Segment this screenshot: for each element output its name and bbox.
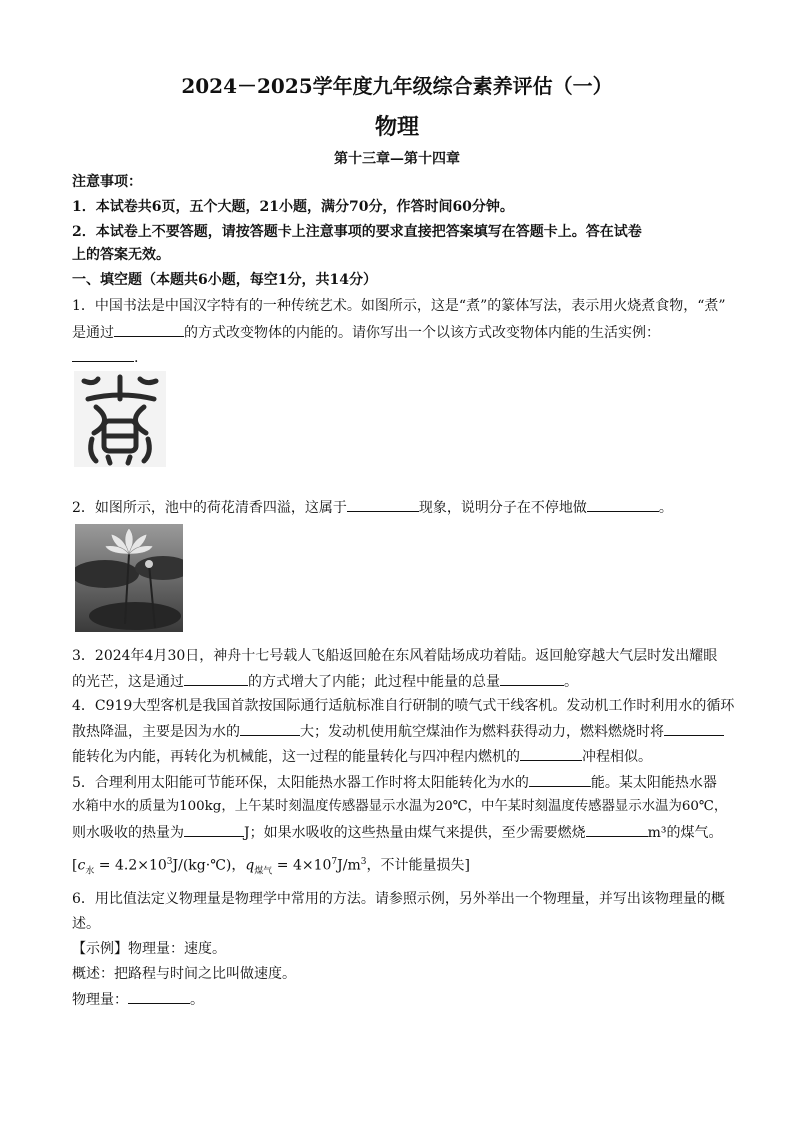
q4-line-2 (72, 721, 724, 742)
q5-unit: J/(kg·℃)， (172, 857, 246, 874)
q3-blank-1[interactable] (184, 671, 248, 686)
q1-text: . (134, 350, 139, 366)
q1-blank-2[interactable] (72, 347, 134, 362)
q4-blank-3[interactable] (520, 746, 582, 761)
q5-subscript: 煤气 (254, 866, 273, 877)
q6-line-2: 述。 (72, 916, 100, 932)
q5-text: 则水吸收的热量为 (72, 825, 184, 841)
chapter-range: 第十三章—第十四章 (334, 151, 460, 167)
q5-exponent: 3 (166, 857, 173, 867)
q1-text: 的方式改变物体的内能的。请你写出一个以该方式改变物体内能的生活实例： (184, 325, 660, 341)
note-1: 1．本试卷共6页，五个大题，21小题，满分70分，作答时间60分钟。 (72, 199, 514, 215)
q2-text: 2．如图所示，池中的荷花清香四溢，这属于 (72, 500, 347, 516)
q4-text: 冲程相似。 (582, 749, 652, 765)
q3-text: 的光芒，这是通过 (72, 674, 184, 690)
seal-character-image (74, 371, 166, 467)
q5-text: m³的煤气。 (647, 825, 723, 841)
q2-text: 现象，说明分子在不停地做 (418, 500, 587, 516)
q2-text: 。 (658, 500, 673, 516)
q5-blank-2[interactable] (184, 822, 244, 837)
q5-constants (72, 852, 470, 881)
q5-line-1 (72, 772, 717, 793)
note-2-line-1: 2．本试卷上不要答题，请按答题卡上注意事项的要求直接把答案填写在答题卡上。答在试卷 (72, 224, 642, 240)
lotus-photo-image (75, 524, 183, 632)
q4-blank-1[interactable] (240, 721, 300, 736)
notes-heading: 注意事项： (72, 174, 142, 190)
q4-line-3 (72, 746, 652, 767)
q5-text: ，不计能量损失] (366, 857, 470, 874)
q5-exponent: 7 (331, 857, 338, 867)
q1-line-2 (72, 322, 660, 343)
q6-example-desc: 概述：把路程与时间之比叫做速度。 (72, 966, 296, 982)
q6-text: 。 (190, 992, 204, 1008)
subject-title: 物理 (374, 114, 419, 140)
q3-line-1: 3．2024年4月30日，神舟十七号载人飞船返回舱在东风着陆场成功着陆。返回舱穿越大气层时发出耀眼 (72, 648, 718, 664)
q5-text: 能。某太阳能热水器 (590, 775, 717, 791)
q5-blank-3[interactable] (586, 822, 648, 837)
q1-text: 是通过 (72, 325, 114, 341)
note-2-line-2: 上的答案无效。 (72, 247, 170, 263)
q5-text: J；如果水吸收的这些热量由煤气来提供，至少需要燃烧 (244, 825, 586, 841)
q5-unit: J/m (337, 857, 361, 874)
q3-text: 。 (564, 674, 578, 690)
q5-symbol-q: q (245, 857, 255, 874)
q3-line-2 (72, 671, 578, 692)
q6-blank-1[interactable] (128, 989, 190, 1004)
q5-bracket: [ (72, 857, 78, 874)
q6-example: 【示例】物理量：速度。 (72, 941, 226, 957)
q5-subscript: 水 (85, 866, 95, 877)
q6-line-1: 6．用比值法定义物理量是物理学中常用的方法。请参照示例，另外举出一个物理量，并写出该物理量的概 (72, 891, 725, 907)
q3-blank-2[interactable] (500, 671, 564, 686)
q4-text: 大；发动机使用航空煤油作为燃料获得动力，燃料燃烧时将 (300, 724, 664, 740)
q2-blank-2[interactable] (587, 497, 659, 512)
q5-text: 5．合理利用太阳能可节能环保，太阳能热水器工作时将太阳能转化为水的 (72, 775, 529, 791)
q5-symbol-c: c (77, 857, 86, 874)
q3-text: 的方式增大了内能；此过程中能量的总量 (248, 674, 500, 690)
exam-title: 2024－2025学年度九年级综合素养评估（一） (181, 74, 613, 98)
q1-line-3 (72, 347, 138, 368)
q6-text: 物理量： (72, 992, 128, 1008)
q5-line-2: 水箱中水的质量为100kg，上午某时刻温度传感器显示水温为20℃，中午某时刻温度传感器显示水温为60℃， (72, 799, 728, 814)
q2-line-1 (72, 497, 673, 518)
q1-blank-1[interactable] (114, 322, 184, 337)
q4-blank-2[interactable] (664, 721, 724, 736)
section-1-heading: 一、填空题（本题共6小题，每空1分，共14分） (72, 272, 377, 288)
q5-line-3 (72, 822, 723, 843)
q5-exponent: 3 (360, 857, 367, 867)
q5-value: = 4.2×10 (94, 857, 167, 874)
q4-text: 能转化为内能，再转化为机械能，这一过程的能量转化与四冲程内燃机的 (72, 749, 520, 765)
q6-answer-line (72, 989, 204, 1010)
q5-blank-1[interactable] (529, 772, 591, 787)
q4-line-1: 4．C919大型客机是我国首款按国际通行适航标准自行研制的喷气式干线客机。发动机工作时利用水的循环 (72, 698, 735, 714)
q4-text: 散热降温，主要是因为水的 (72, 724, 240, 740)
q1-line-1: 1．中国书法是中国汉字特有的一种传统艺术。如图所示，这是“煮”的篆体写法，表示用火烧煮食物，“煮” (72, 298, 726, 314)
q2-blank-1[interactable] (347, 497, 419, 512)
q5-value: = 4×10 (272, 857, 332, 874)
